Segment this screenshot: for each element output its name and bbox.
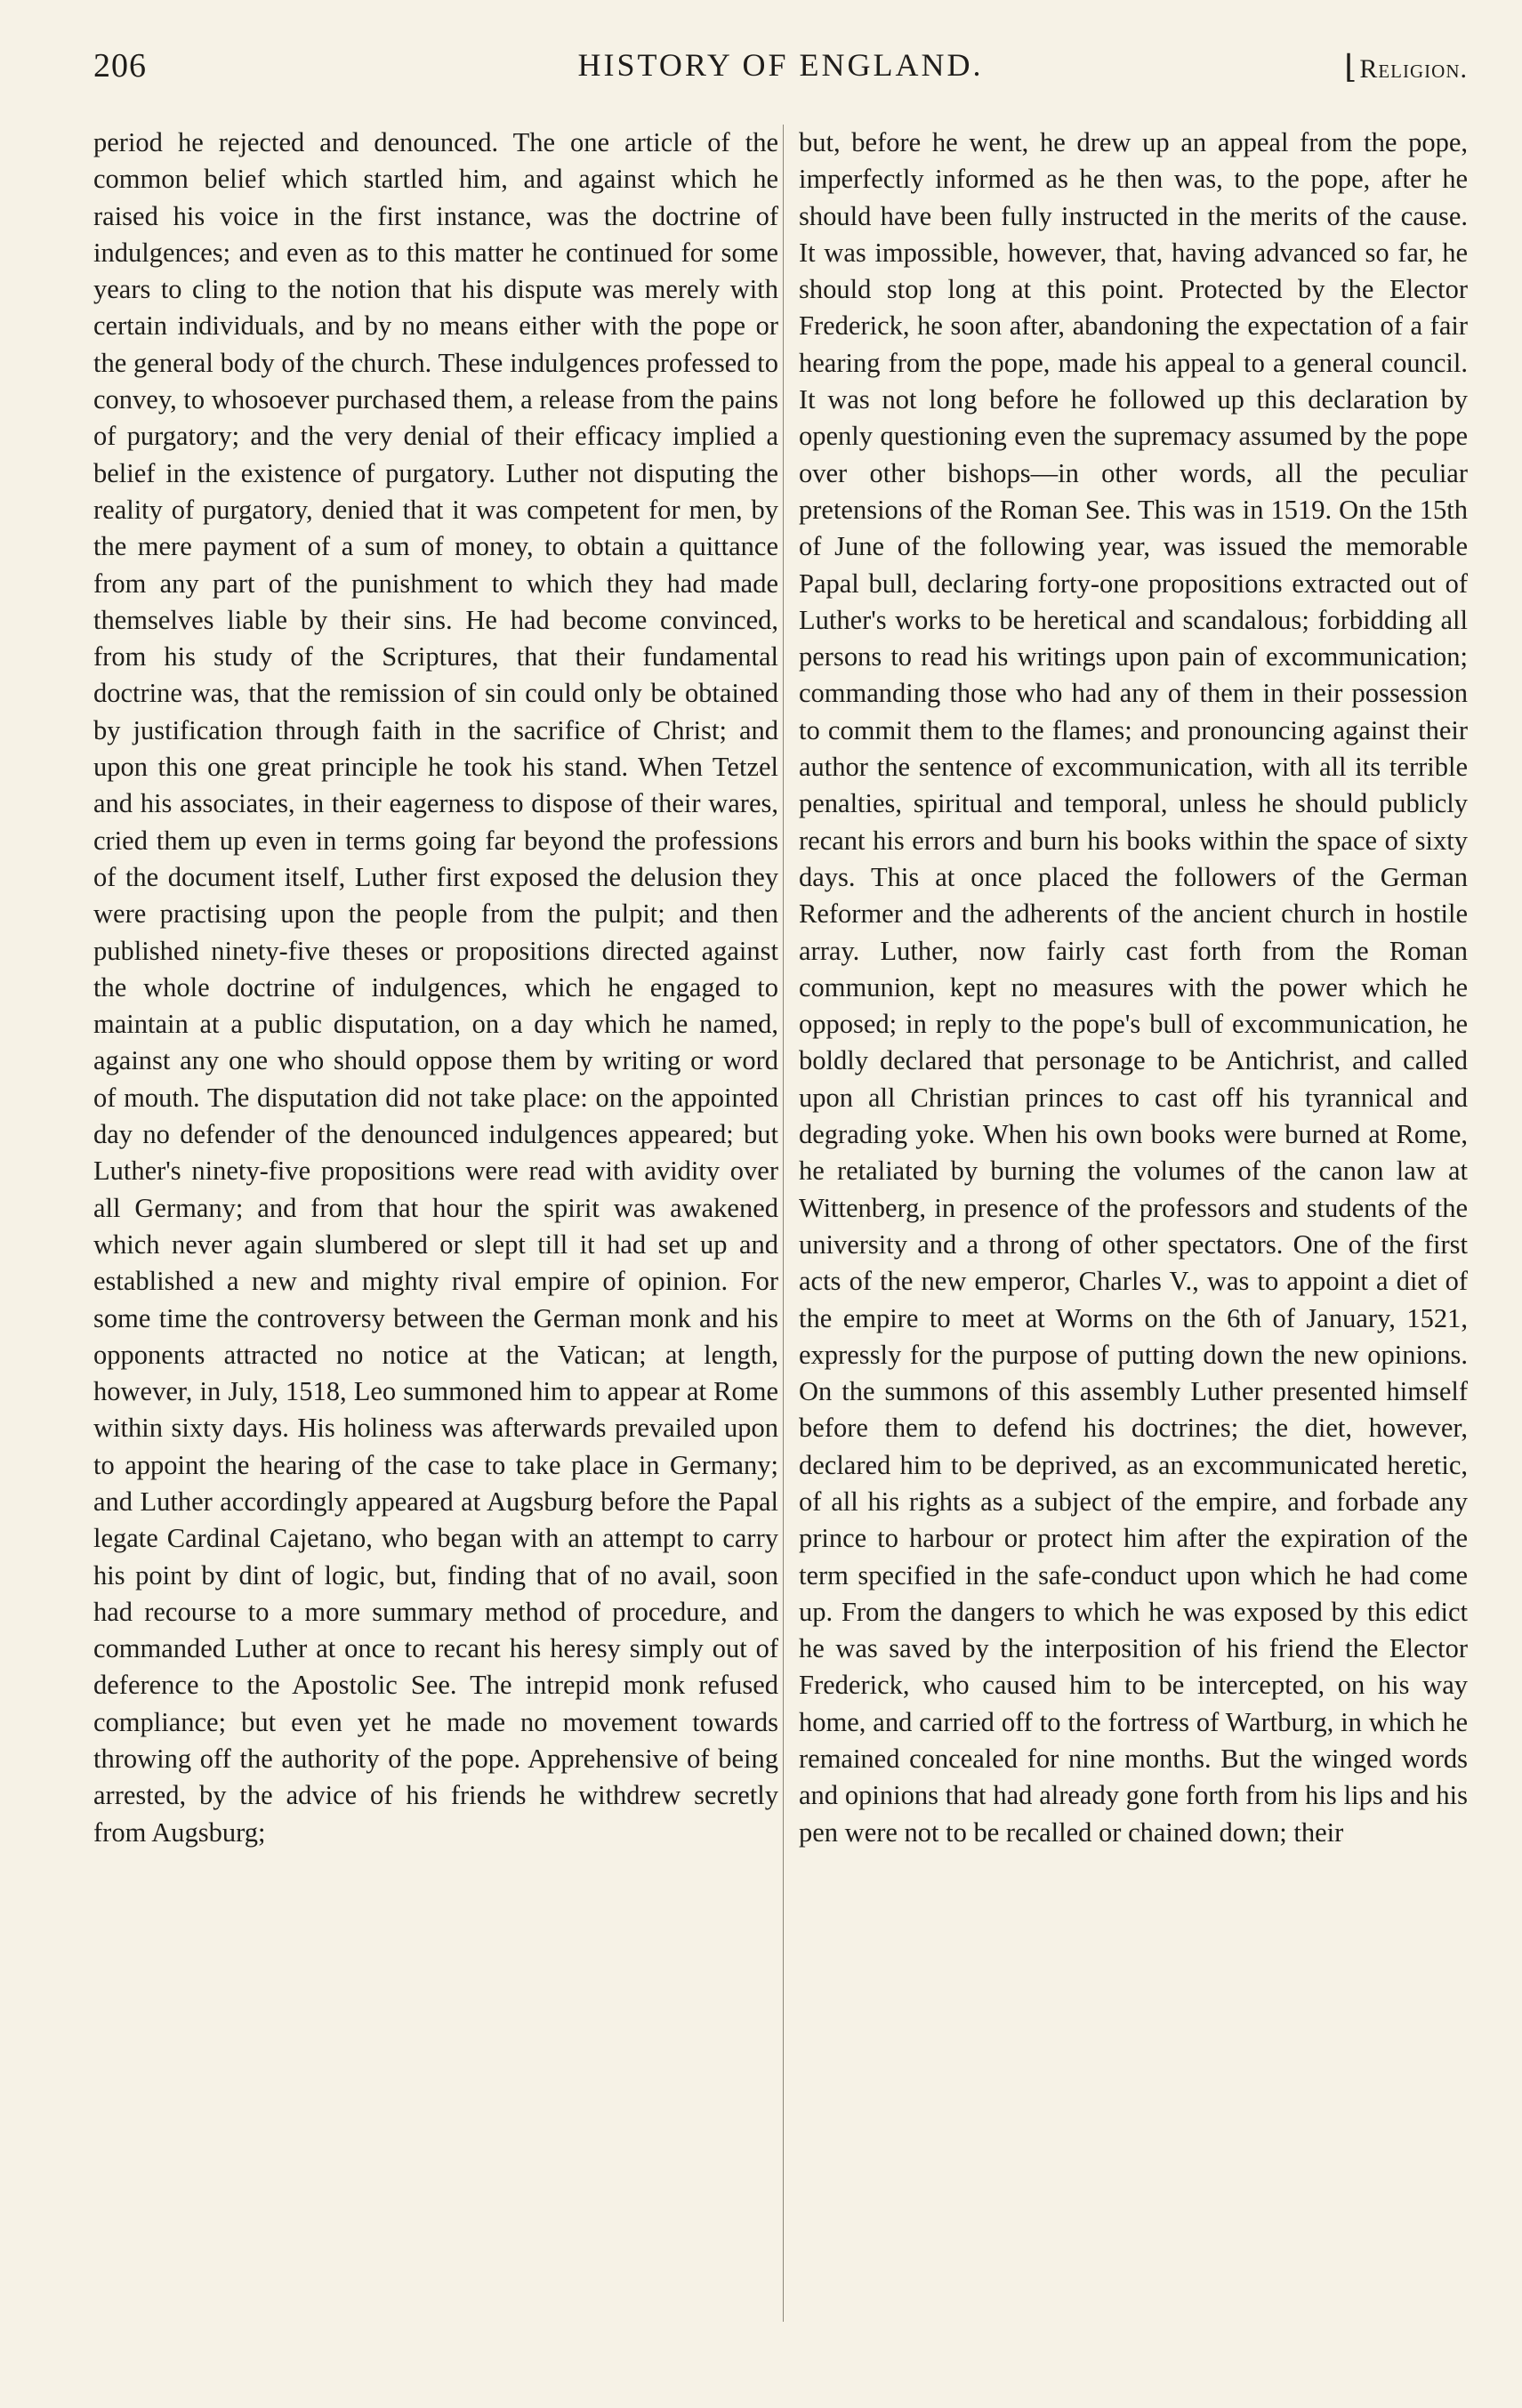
running-head	[93, 46, 1468, 96]
section-label	[1344, 48, 1468, 85]
right-column	[799, 125, 1468, 1851]
page-number: 206	[93, 47, 147, 85]
right-column-text: but, before he went, he drew up an appeal from the pope, imperfectly informed as he then was, to the pope, after he should have been fully instructed in the merits of the cause. It was impossible, however, that, having advanced so far, he should stop long at this point. Protected by the Elector Frederick, he soon after, abandoning the expectation of a fair hearing from the pope, made his appeal to a general council. It was not long before he followed up this declaration by openly questioning even the supremacy assumed by the pope over other bishops—in other words, all the peculiar pretensions of the Roman See. This was in 1519. On the 15th of June of the following year, was issued the memorable Papal bull, declaring forty-one propositions extracted out of Luther's works to be heretical and scandalous; forbidding all persons to read his writings upon pain of excommunication; commanding those who had any of them in their possession to commit them to the flames; and pronouncing against their author the sentence of excommunication, with all its terrible penalties, spiritual and temporal, unless he should publicly recant his errors and burn his books within the space of sixty days. This at once placed the followers of the German Reformer and the adherents of the ancient church in hostile array. Luther, now fairly cast forth from the Roman communion, kept no measures with the power which he opposed; in reply to the pope's bull of excommunication, he boldly declared that personage to be Antichrist, and called upon all Christian princes to cast off his tyrannical and degrading yoke. When his own books were burned at Rome, he retaliated by burning the volumes of the canon law at Wittenberg, in presence of the professors and students of the university and a throng of other spectators. One of the first acts of the new emperor, Charles V., was to appoint a diet of the empire to meet at Worms on the 6th of January, 1521, expressly for the purpose of putting down the new opinions. On the summons of this assembly Luther presented himself before them to defend his doctrines; the diet, however, declared him to be deprived, as an excommunicated heretic, of all his rights as a subject of the empire, and forbade any prince to harbour or protect him after the expiration of the term specified in the safe-conduct upon which he had come up. From the dangers to which he was exposed by this edict he was saved by the interposition of his friend the Elector Frederick, who caused him to be intercepted, on his way home, and carried off to the fortress of Wartburg, in which he remained concealed for nine months. But the winged words and opinions that had already gone forth from his lips and his pen were not to be recalled or chained down; their	[799, 127, 1468, 1848]
book-title: HISTORY OF ENGLAND.	[577, 47, 984, 83]
left-column	[93, 125, 778, 1851]
left-column-text: period he rejected and denounced. The one article of the common belief which startled him, and against which he raised his voice in the first instance, was the doctrine of indulgences; and even as to this matter he continued for some years to cling to the notion that his dispute was merely with certain individuals, and by no means either with the pope or the general body of the church. These indulgences professed to convey, to whosoever purchased them, a release from the pains of purgatory; and the very denial of their efficacy implied a belief in the existence of purgatory. Luther not disputing the reality of purgatory, denied that it was competent for men, by the mere payment of a sum of money, to obtain a quittance from any part of the punishment to which they had made themselves liable by their sins. He had become convinced, from his study of the Scriptures, that their fundamental doctrine was, that the remission of sin could only be obtained by justification through faith in the sacrifice of Christ; and upon this one great principle he took his stand. When Tetzel and his associates, in their eagerness to dispose of their wares, cried them up even in terms going far beyond the professions of the document itself, Luther first exposed the delusion they were practising upon the people from the pulpit; and then published ninety-five theses or propositions directed against the whole doctrine of indulgences, which he engaged to maintain at a public disputation, on a day which he named, against any one who should oppose them by writing or word of mouth. The disputation did not take place: on the appointed day no defender of the denounced indulgences appeared; but Luther's ninety-five propositions were read with avidity over all Germany; and from that hour the spirit was awakened which never again slumbered or slept till it had set up and established a new and mighty rival empire of opinion. For some time the controversy between the German monk and his opponents attracted no notice at the Vatican; at length, however, in July, 1518, Leo summoned him to appear at Rome within sixty days. His holiness was afterwards prevailed upon to appoint the hearing of the case to take place in Germany; and Luther accordingly appeared at Augsburg before the Papal legate Cardinal Cajetano, who began with an attempt to carry his point by dint of logic, but, finding that of no avail, soon had recourse to a more summary method of procedure, and commanded Luther at once to recant his heresy simply out of deference to the Apostolic See. The intrepid monk refused compliance; but even yet he made no movement towards throwing off the authority of the pope. Apprehensive of being arrested, by the advice of his friends he withdrew secretly from Augsburg;	[93, 127, 778, 1848]
section-bracket: ⌊	[1344, 49, 1358, 85]
section-label-text: Religion.	[1359, 54, 1468, 84]
column-divider	[783, 125, 784, 2322]
